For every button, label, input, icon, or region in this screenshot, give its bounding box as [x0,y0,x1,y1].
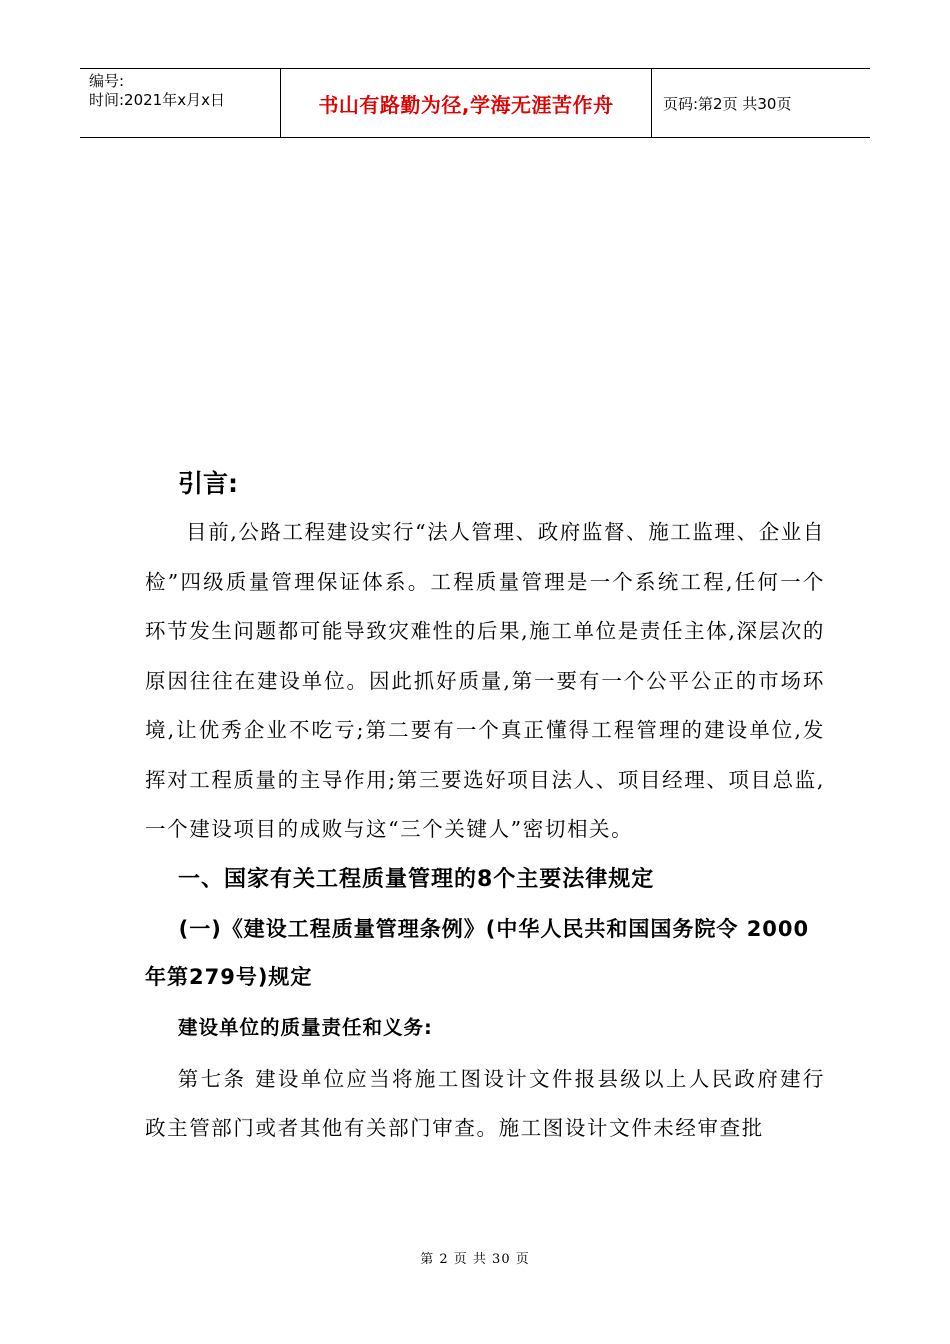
page-footer: 第 2 页 共 30 页 [420,1252,530,1267]
section-heading: 一、国家有关工程质量管理的8个主要法律规定 [178,866,655,892]
document-time-label: 时间:2021年x月x日 [89,91,225,109]
header-page-label: 页码:第2页 共30页 [663,94,792,113]
document-body [145,462,825,1154]
document-header [80,68,870,138]
intro-title: 引言: [178,469,238,498]
header-meta-cell [80,69,281,137]
article-seven-paragraph: 第七条 建设单位应当将施工图设计文件报县级以上人民政府建行政主管部门或者其他有关部门审查。施工图设计文件未经审查批 [145,1066,825,1140]
document-number-label: 编号: [89,72,125,90]
header-motto: 书山有路勤为径,学海无涯苦作舟 [281,69,652,137]
responsibility-subheading: 建设单位的质量责任和义务: [178,1015,433,1039]
subsection-heading: (一)《建设工程质量管理条例》(中华人民共和国国务院令 2000年第279号)规定 [145,916,810,989]
intro-paragraph: 目前,公路工程建设实行“法人管理、政府监督、施工监理、企业自检”四级质量管理保证体系。工程质量管理是一个系统工程,任何一个环节发生问题都可能导致灾难性的后果,施工单位是责任主体,深层次的原因往往在建设单位。因此抓好质量,第一要有一个公平公正的市场环境,让优秀企业不吃亏;第二要有一个真正懂得工程管理的建设单位,发挥对工程质量的主导作用;第三要选好项目法人、项目经理、项目总监,一个建设项目的成败与这“三个关键人”密切相关。 [145,520,825,841]
